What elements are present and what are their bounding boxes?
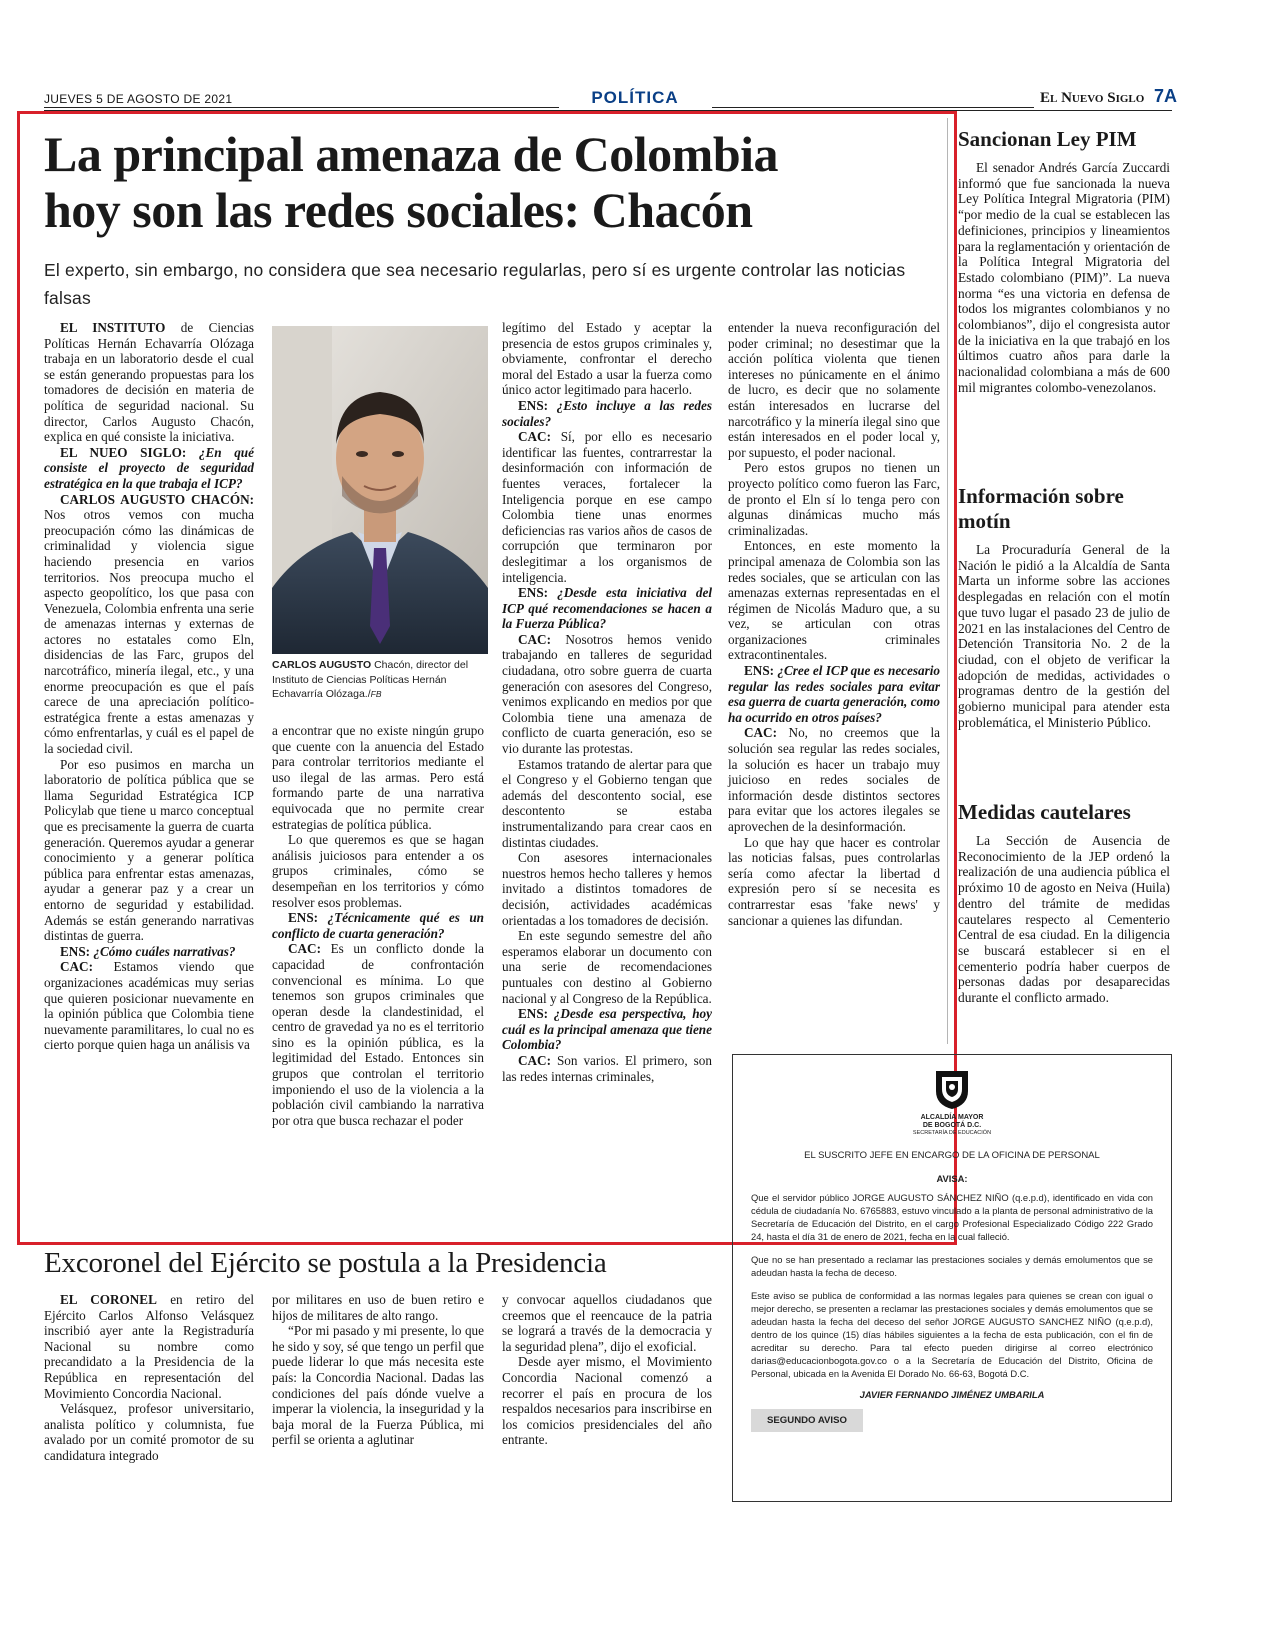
paragraph-text: entender la nueva reconfiguración del poder criminal; no desestimar que la acción política violenta que tienen intereses no púnicamente en el ánimo de lucro, es decir que no solamente están interesados en lucrarse del narcotráfico y la minería ilegal sino que están interesados en el poder local y, por supuesto, el poder nacional. — [728, 320, 940, 460]
article-paragraph — [502, 1354, 712, 1448]
notice-paragraph-1: Que el servidor público JORGE AUGUSTO SÁNCHEZ NIÑO (q.e.p.d), identificado en vida con cédula de ciudadanía No. 6765883, estuvo vinculado a la planta de personal administrativo de la Secretaría de Educación del Distrito, en el cargo Profesional Especializado Código 222 Grado 24, hasta el día 31 de enero de 2021, fecha en la cual falleció. — [751, 1192, 1153, 1242]
paragraph-text: Nosotros hemos venido trabajando en talleres de seguridad ciudadana, otro sobre guerra de cuarta generación con asesores del Congreso, venimos explicando en medios por que Colombia tiene una amenaza de conflicto de cuarta generación, eso se vio durante las protestas. — [502, 631, 712, 757]
sidebar-brief-2 — [958, 484, 1170, 730]
paragraph-lead: CAC: — [744, 725, 777, 741]
paragraph-lead: EL INSTITUTO — [60, 320, 166, 335]
paragraph-text: legítimo del Estado y aceptar la presencia de estos grupos criminales y, obviamente, confrontar el derecho moral del Estado a usar la fuerza como único actor legitimado para hacerlo. — [502, 320, 712, 398]
page-number: 7A — [1154, 86, 1178, 106]
official-notice — [732, 1054, 1172, 1502]
question-lead: ENS: — [288, 910, 319, 926]
caption-name: CARLOS AUGUSTO — [272, 659, 372, 671]
second-article-column-2 — [272, 1292, 484, 1448]
coat-of-arms-icon — [932, 1067, 972, 1111]
notice-badge: SEGUNDO AVISO — [751, 1409, 863, 1432]
sidebar-brief-1 — [958, 127, 1170, 396]
logo-line-1: ALCALDÍA MAYOR — [920, 1114, 984, 1121]
question-text: ¿Esto incluye a las redes sociales? — [502, 397, 712, 429]
paragraph-text: Desde ayer mismo, el Movimiento Concordia Nacional comenzó a recorrer el país en procura de los respaldos necesarios para inscribirse en los comicios presidenciales del año entrante. — [502, 1354, 712, 1448]
question-text: ¿Técnicamente qué es un conflicto de cuarta generación? — [272, 910, 484, 941]
paragraph-text: Lo que hay que hacer es controlar las noticias falsas, pues controlarlas sería como afectar la libertad d expresión pero sí se necesita es contrarrestar esas 'fake news' y sancionar a quienes las difundan. — [728, 834, 940, 928]
question-lead: ENS: — [60, 943, 91, 959]
paragraph-text: “Por mi pasado y mi presente, lo que he sido y soy, sé que tengo un perfil que puede liderar lo que más necesita este país: la Concordia Nacional. Dadas las condiciones del país dónde vuelve a imperar la violencia, la inseguridad y la baja moral de la Fuerza Pública, mi perfil se orienta a aglutinar — [272, 1323, 484, 1448]
paragraph-lead: CAC: — [518, 631, 551, 647]
question-text: ¿Cree el ICP que es necesario regular las redes sociales para evitar esa guerra de cuarta generación, como ha ocurrido en otros países? — [728, 663, 940, 725]
issue-date: JUEVES 5 DE AGOSTO DE 2021 — [44, 92, 233, 106]
headline-line-1: La principal amenaza de Colombia — [44, 126, 779, 182]
second-article-column-3 — [502, 1292, 712, 1448]
question-text: ¿Desde esa perspectiva, hoy cuál es la principal amenaza que tiene Colombia? — [502, 1006, 712, 1053]
article-deck: El experto, sin embargo, no considera que sea necesario regularlas, pero sí es urgente controlar las noticias falsas — [44, 260, 906, 308]
section-name: POLÍTICA — [591, 88, 679, 107]
question-lead: ENS: — [518, 1006, 549, 1022]
sidebar-brief-3 — [958, 800, 1170, 1006]
article-paragraph — [272, 1323, 484, 1448]
headline-line-2: hoy son las redes sociales: Chacón — [44, 182, 753, 238]
caption-credit: FB — [370, 689, 382, 699]
notice-body — [733, 1185, 1171, 1380]
notice-paragraph-2: Que no se han presentado a reclamar las prestaciones sociales y demás emolumentos que se adeudan hasta la fecha de deceso. — [751, 1254, 1153, 1278]
paragraph-text: Son varios. El primero, son las redes internas criminales, — [502, 1052, 712, 1084]
paragraph-lead: CAC: — [60, 959, 93, 975]
paragraph-text: Velásquez, profesor universitario, analista político y columnista, fue avalado por un comité promotor de su candidatura integrado — [44, 1401, 254, 1463]
brief-text — [958, 160, 1170, 396]
paragraph-text: Lo que queremos es que se hagan análisis juiciosos para entender a os grupos criminales, cómo se desempeñan en los territorios y cómo resolver esos problemas. — [272, 832, 484, 910]
paragraph-text: por militares en uso de buen retiro e hijos de militares de alto rango. — [272, 1292, 484, 1323]
paragraph-text: y convocar aquellos ciudadanos que creemos que el reencauce de la patria se logrará a través de la democracia y la seguridad plena”, dijo el exoficial. — [502, 1292, 712, 1354]
paragraph-lead: CAC: — [518, 429, 551, 445]
second-headline: Excoronel del Ejército se postula a la Presidencia — [44, 1247, 607, 1279]
paragraph-text: Estamos tratando de alertar para que el Congreso y el Gobierno tengan que además del descontento social, ese descontento se estaba instrumentalizando para crear caos en distintas ciudades. — [502, 756, 712, 850]
paragraph-text: Es un conflicto donde la capacidad de confrontación convencional es mínima. Lo que tenemos son grupos criminales que operan desde la clandestinidad, el centro de gravedad ya no es el territorio sino es la opinión pública, es la legitimidad del Estado. Entonces sin grupos que controlan el territorio imponiendo el uso de la violencia a la población civil cambiando la narrativa por otra que busca rechazar el poder — [272, 941, 484, 1128]
question-lead: ENS: — [744, 663, 775, 679]
paragraph-text: Entonces, en este momento la principal amenaza de Colombia son las redes sociales, que se articulan con las amenazas externas representadas en el régimen de Nicolás Maduro que, a su vez, se articulan con otras organizaciones criminales extracontinentales. — [728, 538, 940, 663]
question-lead: ENS: — [518, 585, 549, 601]
paragraph-text: a encontrar que no existe ningún grupo que cuente con la anuencia del Estado para controlar territorios mediante el uso ilegal de las armas. Pero está formando parte de una narrativa equivocada que no permite crear estrategias de política pública. — [272, 723, 484, 832]
article-paragraph — [44, 1401, 254, 1463]
notice-subtitle: AVISA: — [936, 1173, 968, 1184]
paragraph-text: de Ciencias Políticas Hernán Echavarría Olózaga trabaja en un laboratorio desde el cual se están generando propuestas para los tomadores de decisión en materia de política de seguridad nacional. Su director, Carlos Augusto Chacón, explica en qué consiste la iniciativa. — [44, 320, 254, 445]
header-rule-right — [712, 107, 1034, 108]
question-text: ¿En qué consiste el proyecto de seguridad estratégica en la que trabaja el ICP? — [44, 444, 254, 491]
paragraph-text: En este segundo semestre del año esperamos elaborar un documento con una serie de recomendaciones puntuales con destino al Gobierno nacional y al Congreso de la República. — [502, 928, 712, 1006]
article-paragraph — [272, 1292, 484, 1323]
paragraph-text: Con asesores internacionales nuestros hemos hecho talleres y hemos invitado a distintos tomadores de decisión, actividades académicas orientadas a los tomadores de decisión. — [502, 850, 712, 928]
question-lead: ENS: — [518, 397, 549, 413]
notice-signature: JAVIER FERNANDO JIMÉNEZ UMBARILA — [859, 1389, 1045, 1400]
logo-line-3: SECRETARÍA DE EDUCACIÓN — [912, 1130, 992, 1136]
question-lead: EL NUEO SIGLO: — [60, 444, 187, 460]
brief-text — [958, 542, 1170, 730]
paragraph-text: en retiro del Ejército Carlos Alfonso Velásquez inscribió ayer ante la Registraduría Nacional su nombre como precandidato a la Presidencia de la República en representación del Movimiento Concordia Nacional. — [44, 1292, 254, 1401]
brief-title: Medidas cautelares — [958, 800, 1131, 824]
brief-title: Sancionan Ley PIM — [958, 127, 1137, 151]
paragraph-text: No, no creemos que la solución sea regular las redes sociales, la solución es hacer un trabajo muy juicioso en redes sociales de información desde distintos sectores para evitar que los actores ilegales se aprovechen de la desinformación. — [728, 725, 940, 834]
paragraph-text: Pero estos grupos no tienen un proyecto político como fueron las Farc, de pronto el Eln sí lo tenga pero con algunas dinámicas mucho más criminalizadas. — [728, 460, 940, 538]
brief-title: Información sobre motín — [958, 484, 1124, 533]
notice-logo — [733, 1067, 1171, 1137]
paragraph-text: Por eso pusimos en marcha un laboratorio de política pública que se llama Seguridad Estratégica ICP Policylab que tiene u marco conceptual que es precisamente la guerra de cuarta generación. Queremos ayudar a generar conocimiento y a generar política pública para enfrentar estas amenazas, ayudar a generar paz y a crear un entorno de seguridad y estabilidad. Además se están generando narrativas distintas de guerra. — [44, 756, 254, 944]
brief-paragraph: La Procuraduría General de la Nación le pidió a la Alcaldía de Santa Marta un informe sobre las acciones desplegadas en relación con el motín que tuvo lugar el pasado 23 de julio de 2021 en las instalaciones del Centro de Detención Transitoria No. 2 de la ciudad, con el objeto de verificar la adopción de medidas, actividades o programas dentro de la gestión del gobierno municipal para atender esta problemática, el Ministerio Público. — [958, 542, 1170, 730]
header-rule-left — [44, 107, 559, 108]
question-text: ¿Cómo cuáles narrativas? — [90, 943, 236, 959]
article-paragraph — [502, 1292, 712, 1354]
paragraph-text: Sí, por ello es necesario identificar las fuentes, contrarrestar la desinformación con información de fuentes veraces, fortalecer la Inteligencia porque en ese campo Colombia tiene unas enormes deficiencias ras varios años de casos de corrupción que terminaron por deslegitimar a los organismos de inteligencia. — [502, 429, 712, 585]
paragraph-lead: CAC: — [518, 1052, 551, 1068]
paragraph-lead: EL CORONEL — [60, 1292, 157, 1307]
paragraph-lead: CAC: — [288, 941, 321, 957]
paragraph-lead: CARLOS AUGUSTO CHACÓN: — [60, 491, 254, 507]
logo-line-2: DE BOGOTÁ D.C. — [922, 1122, 982, 1129]
question-text: ¿Desde esta iniciativa del ICP qué recomendaciones se hacen a la Fuerza Pública? — [502, 585, 712, 632]
brief-paragraph: El senador Andrés García Zuccardi informó que fue sancionada la nueva Ley Política Integral Migratoria (PIM) “por medio de la cual se establecen las definiciones, principios y lineamientos para la reglamentación y orientación de la Política Integral Migratoria del Estado colombiano (PIM)”. La nueva norma “es una victoria en defensa de todos los migrantes colombianos y no colombianos”, dijo el congresista autor de la iniciativa en la que trabajó en los últimos cuatro años para darle la nacionalidad colombiana a más de 600 mil migrantes colombo-venezolanos. — [958, 160, 1170, 395]
paragraph-text: Nos otros vemos con mucha preocupación cómo las dinámicas de criminalidad y violencia sigue haciendo presencia en varios territorios. Nos preocupa mucho el aspecto geopolítico, los que pasa con Venezuela, Colombia enfrenta una serie de amenazas internas y externas de actores no estatales como Eln, disidencias de las Farc, grupos del narcotráfico, minería ilegal, etc., y una enorme preocupación es que el país carece de una apreciación político-estratégica frente a estas amenazas y cómo enfrentarlas, y cuál es el papel de la sociedad civil. — [44, 507, 254, 757]
newspaper-name: El Nuevo Siglo — [1040, 90, 1145, 106]
notice-paragraph-3: Este aviso se publica de conformidad a las normas legales para quienes se crean con igual o mejor derecho, se presenten a reclamar las prestaciones sociales y demás emolumentos que se adeudan hasta la fecha del deceso del señor JORGE AUGUSTO SANCHEZ NIÑO (q.e.p.d), dentro de los quince (15) días hábiles siguientes a la fecha de esta publicación, con el fin de acreditar su derecho. Para tal efecto pueden dirigirse al correo electrónico darias@educacionbogota.gov.co o a la Secretaría de Educación del Distrito, Oficina de Personal, ubicada en la Avenida El Dorado No. 66-63, Bogotá D.C. — [751, 1290, 1153, 1379]
brief-text — [958, 833, 1170, 1006]
paragraph-text: Estamos viendo que organizaciones académicas muy serias que quieren posicionar nuevamente en la opinión pública que Colombia tiene nuevamente paramilitares, lo cual no es cierto porque quien haga un análisis va — [44, 959, 254, 1053]
article-paragraph — [44, 1292, 254, 1401]
notice-title: EL SUSCRITO JEFE EN ENCARGO DE LA OFICINA DE PERSONAL — [804, 1150, 1100, 1161]
brief-paragraph: La Sección de Ausencia de Reconocimiento de la JEP ordenó la realización de una audiencia pública el próximo 10 de agosto en Neiva (Huila) dentro del trámite de medidas cautelares respecto al Cementerio Central de esa ciudad. En la diligencia se buscará establecer si en el cementerio podría haber cuerpos de personas dadas por desaparecidas durante el conflicto armado. — [958, 833, 1170, 1006]
caption-text: Chacón, director del Instituto de Ciencias Políticas Hernán Echavarría Olózaga./ — [272, 659, 469, 700]
second-article-column-1 — [44, 1292, 254, 1464]
